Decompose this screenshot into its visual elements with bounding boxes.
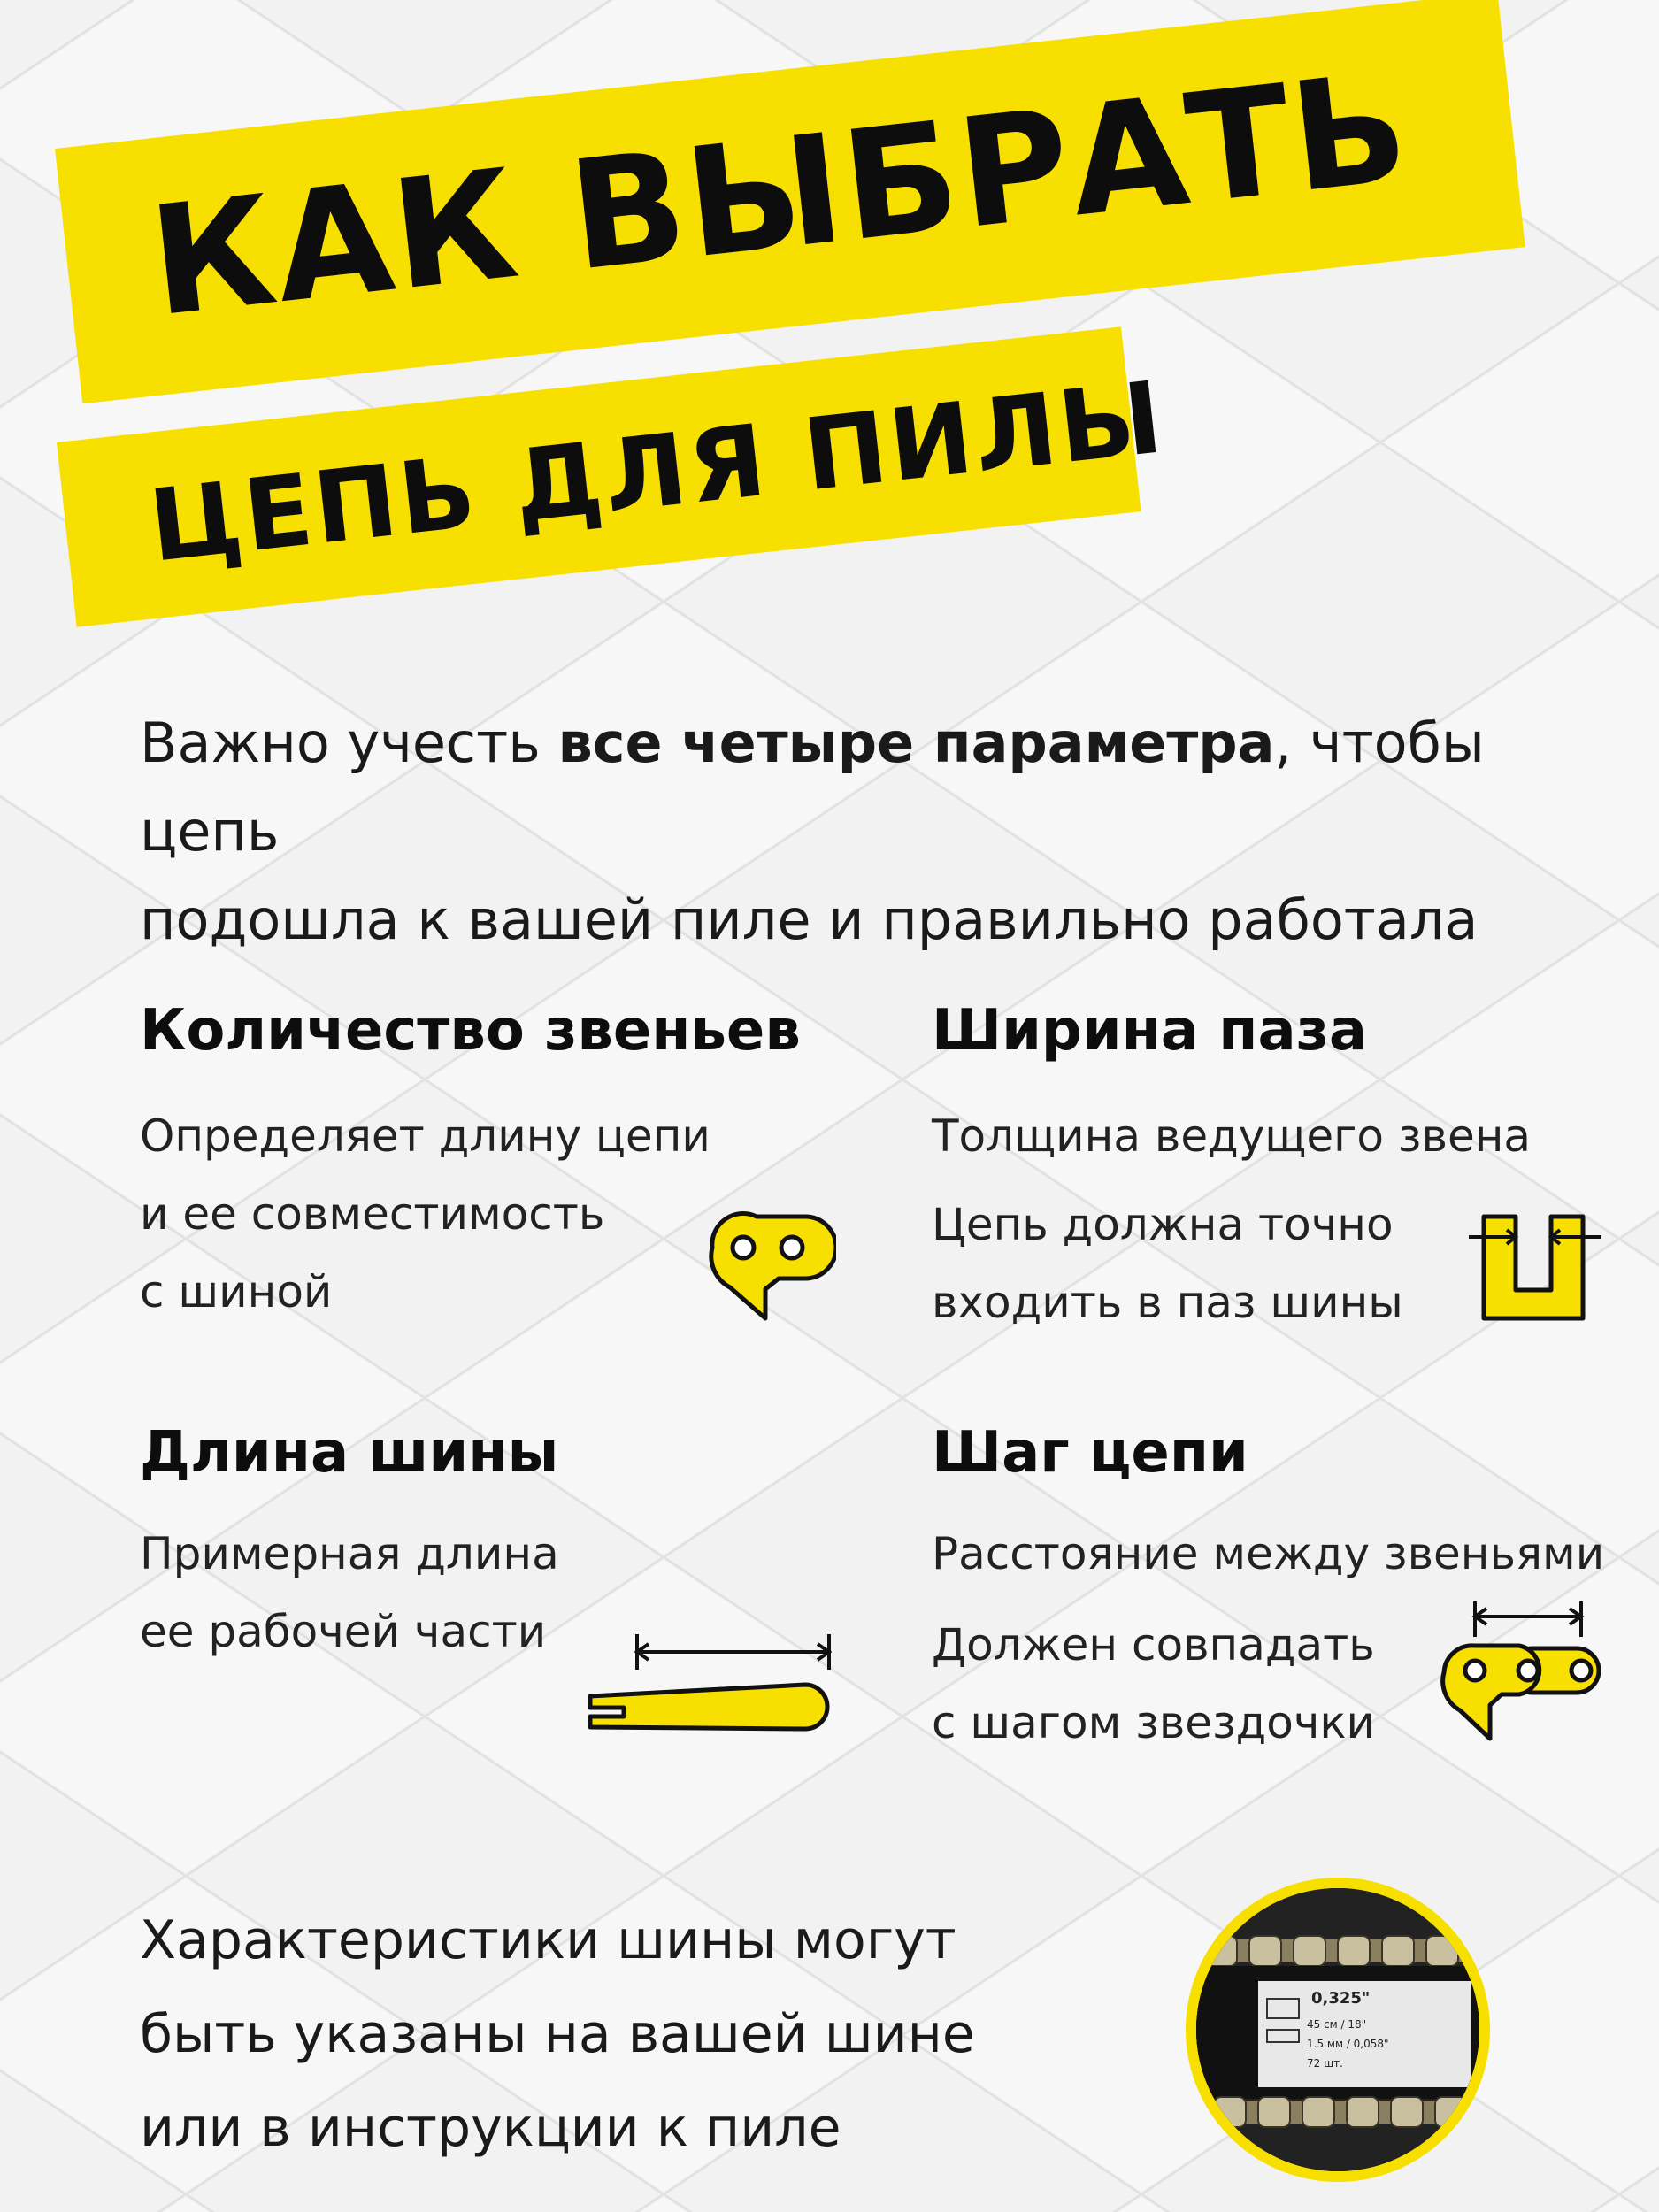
bar-label-photo <box>1186 1878 1490 2182</box>
photo-links-label: 72 шт. <box>1307 2057 1343 2070</box>
title-line-2: ЦЕПЬ ДЛЯ ПИЛЫ <box>143 360 1171 585</box>
pitch-text-2: Должен совпадать <box>932 1619 1375 1671</box>
bar-length-icon <box>580 1630 841 1745</box>
bar-title: Длина шины <box>140 1420 559 1486</box>
intro-part2: , чтобы цепь <box>140 710 1485 864</box>
bar-label-illustration <box>1196 1888 1479 2171</box>
pitch-text-1: Расстояние между звеньями <box>932 1528 1605 1579</box>
groove-width-icon <box>1464 1212 1606 1323</box>
outro-line-1: Характеристики шины могут <box>140 1909 956 1971</box>
bar-text-2: ее рабочей части <box>140 1606 547 1657</box>
outro-text <box>140 1893 1157 2175</box>
groove-title: Ширина паза <box>932 998 1368 1064</box>
chain-pitch-icon <box>1435 1597 1608 1747</box>
groove-text-2: Цепь должна точно <box>932 1199 1394 1250</box>
intro-text <box>140 699 1626 964</box>
photo-pitch-label: 0,325" <box>1311 1989 1371 2008</box>
links-text-3: с шиной <box>140 1266 333 1317</box>
chain-top <box>1196 1936 1479 1966</box>
links-text-2: и ее совместимость <box>140 1188 605 1240</box>
intro-bold: все четыре параметра <box>557 710 1275 775</box>
outro-line-3: или в инструкции к пиле <box>140 2097 841 2159</box>
links-title: Количество звеньев <box>140 998 801 1064</box>
outro-line-2: быть указаны на вашей шине <box>140 2003 975 2065</box>
groove-text-1: Толщина ведущего звена <box>932 1110 1532 1162</box>
intro-part1: Важно учесть <box>140 710 558 775</box>
bar-text-1: Примерная длина <box>140 1528 559 1579</box>
chain-link-icon <box>703 1208 836 1323</box>
pitch-title: Шаг цепи <box>932 1420 1248 1486</box>
links-text-1: Определяет длину цепи <box>140 1110 710 1162</box>
chain-bottom <box>1196 2097 1479 2127</box>
photo-gauge-label: 1.5 мм / 0,058" <box>1307 2038 1389 2050</box>
intro-line2: подошла к вашей пиле и правильно работала <box>140 887 1479 952</box>
photo-length-label: 45 см / 18" <box>1307 2018 1367 2031</box>
title-line-1: КАК ВЫБРАТЬ <box>142 40 1417 351</box>
groove-text-3: входить в паз шины <box>932 1277 1403 1328</box>
pitch-text-3: с шагом звездочки <box>932 1697 1376 1748</box>
